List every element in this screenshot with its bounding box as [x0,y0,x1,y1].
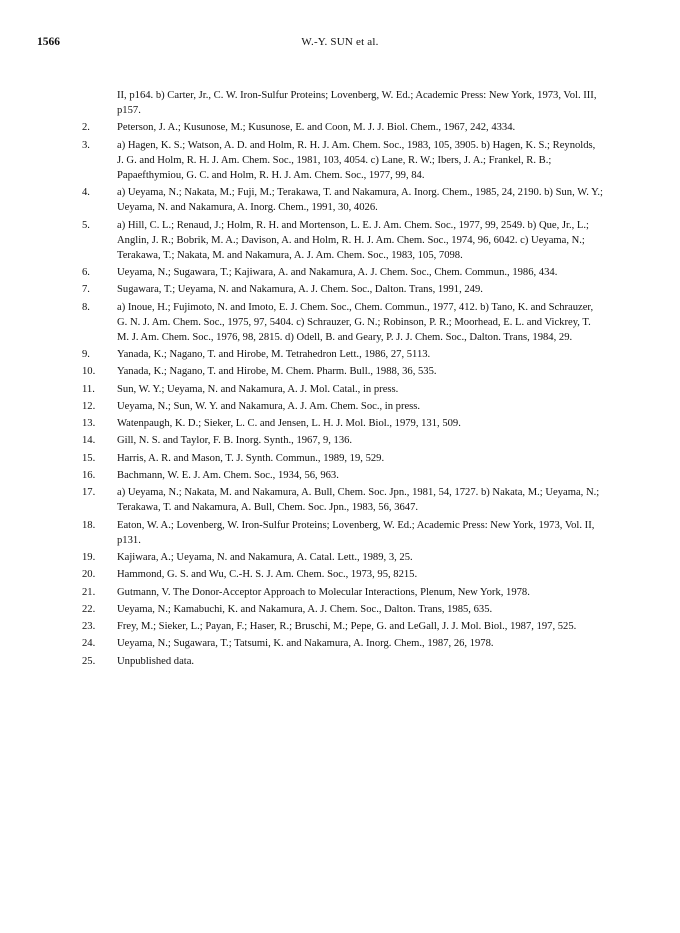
reference-number: 13. [82,418,96,430]
reference-number: 14. [82,435,96,447]
reference-item [0,347,680,362]
reference-number: 18. [82,519,96,531]
reference-text: a) Ueyama, N.; Nakata, M.; Fuji, M.; Terakawa, T. and Nakamura, A. Inorg. Chem., 1985, 24, 2190. b) Sun, W. Y.; Ueyama, N. and Nakamura, A. Inorg. Chem., 1991, 30, 4026. [117,187,604,214]
reference-text: Harris, A. R. and Mason, T. J. Synth. Commun., 1989, 19, 529. [117,452,385,464]
reference-number: 3. [82,139,90,151]
reference-number: 24. [82,638,96,650]
reference-number: 21. [82,586,96,598]
reference-item [0,602,680,617]
reference-text: Watenpaugh, K. D.; Sieker, L. C. and Jensen, L. H. J. Mol. Biol., 1979, 131, 509. [117,418,461,430]
reference-number: 6. [82,266,90,278]
reference-list [0,88,680,671]
reference-text: Eaton, W. A.; Lovenberg, W. Iron-Sulfur Proteins; Lovenberg, W. Ed.; Academic Press: New York, 1973, Vol. II, p131. [117,519,595,546]
reference-item [0,300,680,345]
reference-item [0,451,680,466]
reference-number: 2. [82,122,90,134]
reference-item [0,654,680,669]
reference-text: Yanada, K.; Nagano, T. and Hirobe, M. Tetrahedron Lett., 1986, 27, 5113. [117,349,431,360]
reference-item [0,636,680,651]
reference-number: 25. [82,655,96,667]
reference-number: 23. [82,621,96,633]
reference-item [0,382,680,397]
reference-number: 22. [82,603,96,615]
reference-text: Gutmann, V. The Donor-Acceptor Approach to Molecular Interactions, Plenum, New York, 1978. [117,586,530,598]
page-number: 1566 [37,36,60,48]
reference-text: Ueyama, N.; Sun, W. Y. and Nakamura, A. J. Am. Chem. Soc., in press. [117,400,421,412]
reference-text: Unpublished data. [117,655,195,667]
reference-item [0,619,680,634]
reference-text: Hammond, G. S. and Wu, C.-H. S. J. Am. Chem. Soc., 1973, 95, 8215. [117,569,418,581]
reference-item [0,567,680,582]
reference-text: II, p164. b) Carter, Jr., C. W. Iron-Sulfur Proteins; Lovenberg, W. Ed.; Academic Press: New York, 1973, Vol. III, p157. [117,90,597,117]
reference-item [0,485,680,515]
reference-text: a) Hagen, K. S.; Watson, A. D. and Holm, R. H. J. Am. Chem. Soc., 1983, 105, 3905. b) Hagen, K. S.; Reynolds, J. G. and Holm, R. H. J. Am. Chem. Soc., 1981, 103, 4054. c) Lane, R. W.; Ibers, J. A.; Frankel, R. B.; Papaefthymiou, G. C. and Holm, R. H. J. Am. Chem. Soc., 1977, 99, 84. [117,139,596,181]
page-header [0,36,680,54]
reference-number: 17. [82,487,96,499]
reference-item [0,433,680,448]
reference-item [0,138,680,183]
reference-item [0,550,680,565]
reference-text: Frey, M.; Sieker, L.; Payan, F.; Haser, R.; Bruschi, M.; Pepe, G. and LeGall, J. J. Mol. Biol., 1987, 197, 525. [117,621,577,633]
reference-number: 12. [82,400,96,412]
reference-item [0,585,680,600]
reference-item [0,88,680,118]
reference-item [0,399,680,414]
reference-text: Yanada, K.; Nagano, T. and Hirobe, M. Chem. Pharm. Bull., 1988, 36, 535. [117,366,437,378]
running-head: W.-Y. SUN et al. [301,36,379,48]
reference-item [0,416,680,431]
reference-text: Ueyama, N.; Sugawara, T.; Kajiwara, A. and Nakamura, A. J. Chem. Soc., Chem. Commun., 1986, 434. [117,266,558,278]
reference-item [0,120,680,135]
reference-number: 20. [82,569,96,581]
reference-item [0,364,680,379]
reference-number: 10. [82,366,96,378]
reference-text: Sun, W. Y.; Ueyama, N. and Nakamura, A. J. Mol. Catal., in press. [117,383,399,395]
reference-item [0,518,680,548]
reference-text: Ueyama, N.; Kamabuchi, K. and Nakamura, A. J. Chem. Soc., Dalton. Trans, 1985, 635. [117,603,493,615]
reference-number: 19. [82,552,96,563]
reference-text: a) Ueyama, N.; Nakata, M. and Nakamura, A. Bull, Chem. Soc. Jpn., 1981, 54, 1727. b) Nakata, M.; Ueyama, N.; Terakawa, T. and Nakamura, A. Bull, Chem. Soc. Jpn., 1983, 56, 3647. [117,487,600,514]
reference-number: 11. [82,383,95,395]
reference-text: Gill, N. S. and Taylor, F. B. Inorg. Synth., 1967, 9, 136. [117,435,353,447]
reference-item [0,468,680,483]
reference-item [0,218,680,263]
reference-text: Peterson, J. A.; Kusunose, M.; Kusunose, E. and Coon, M. J. J. Biol. Chem., 1967, 242, 4334. [117,122,516,134]
reference-number: 16. [82,469,96,481]
reference-number: 15. [82,452,96,464]
reference-item [0,282,680,297]
reference-text: Ueyama, N.; Sugawara, T.; Tatsumi, K. and Nakamura, A. Inorg. Chem., 1987, 26, 1978. [117,638,494,650]
reference-text: Kajiwara, A.; Ueyama, N. and Nakamura, A. Catal. Lett., 1989, 3, 25. [117,552,413,563]
reference-number: 9. [82,349,90,360]
reference-text: a) Inoue, H.; Fujimoto, N. and Imoto, E. J. Chem. Soc., Chem. Commun., 1977, 412. b) Tano, K. and Schrauzer, G. N. J. Am. Chem. Soc., 1975, 97, 5404. c) Schrauzer, G. N.; Robinson, P. R.; Moorhead, E. L. and Vickrey, T. M. J. Am. Chem. Soc., 1976, 98, 2815. d) Odell, B. and Geary, P. J. J. Chem. Soc., Dalton. Trans, 1984, 29. [117,301,594,343]
reference-text: Bachmann, W. E. J. Am. Chem. Soc., 1934, 56, 963. [117,469,339,481]
reference-number: 5. [82,219,90,231]
reference-number: 4. [82,187,90,199]
reference-number: 8. [82,301,90,313]
reference-text: Sugawara, T.; Ueyama, N. and Nakamura, A. J. Chem. Soc., Dalton. Trans, 1991, 249. [117,284,483,296]
reference-item [0,265,680,280]
reference-text: a) Hill, C. L.; Renaud, J.; Holm, R. H. and Mortenson, L. E. J. Am. Chem. Soc., 1977, 99, 2549. b) Que, Jr., L.; Anglin, J. R.; Bobrik, M. A.; Davison, A. and Holm, R. H. J. Am. Chem. Soc., 1974, 96, 6042. c) Ueyama, N.; Terakawa, T.; Nakata, M. and Nakamura, A. J. Am. Chem. Soc., 1983, 105, 7098. [117,219,589,261]
reference-number: 7. [82,284,90,296]
reference-item [0,185,680,215]
